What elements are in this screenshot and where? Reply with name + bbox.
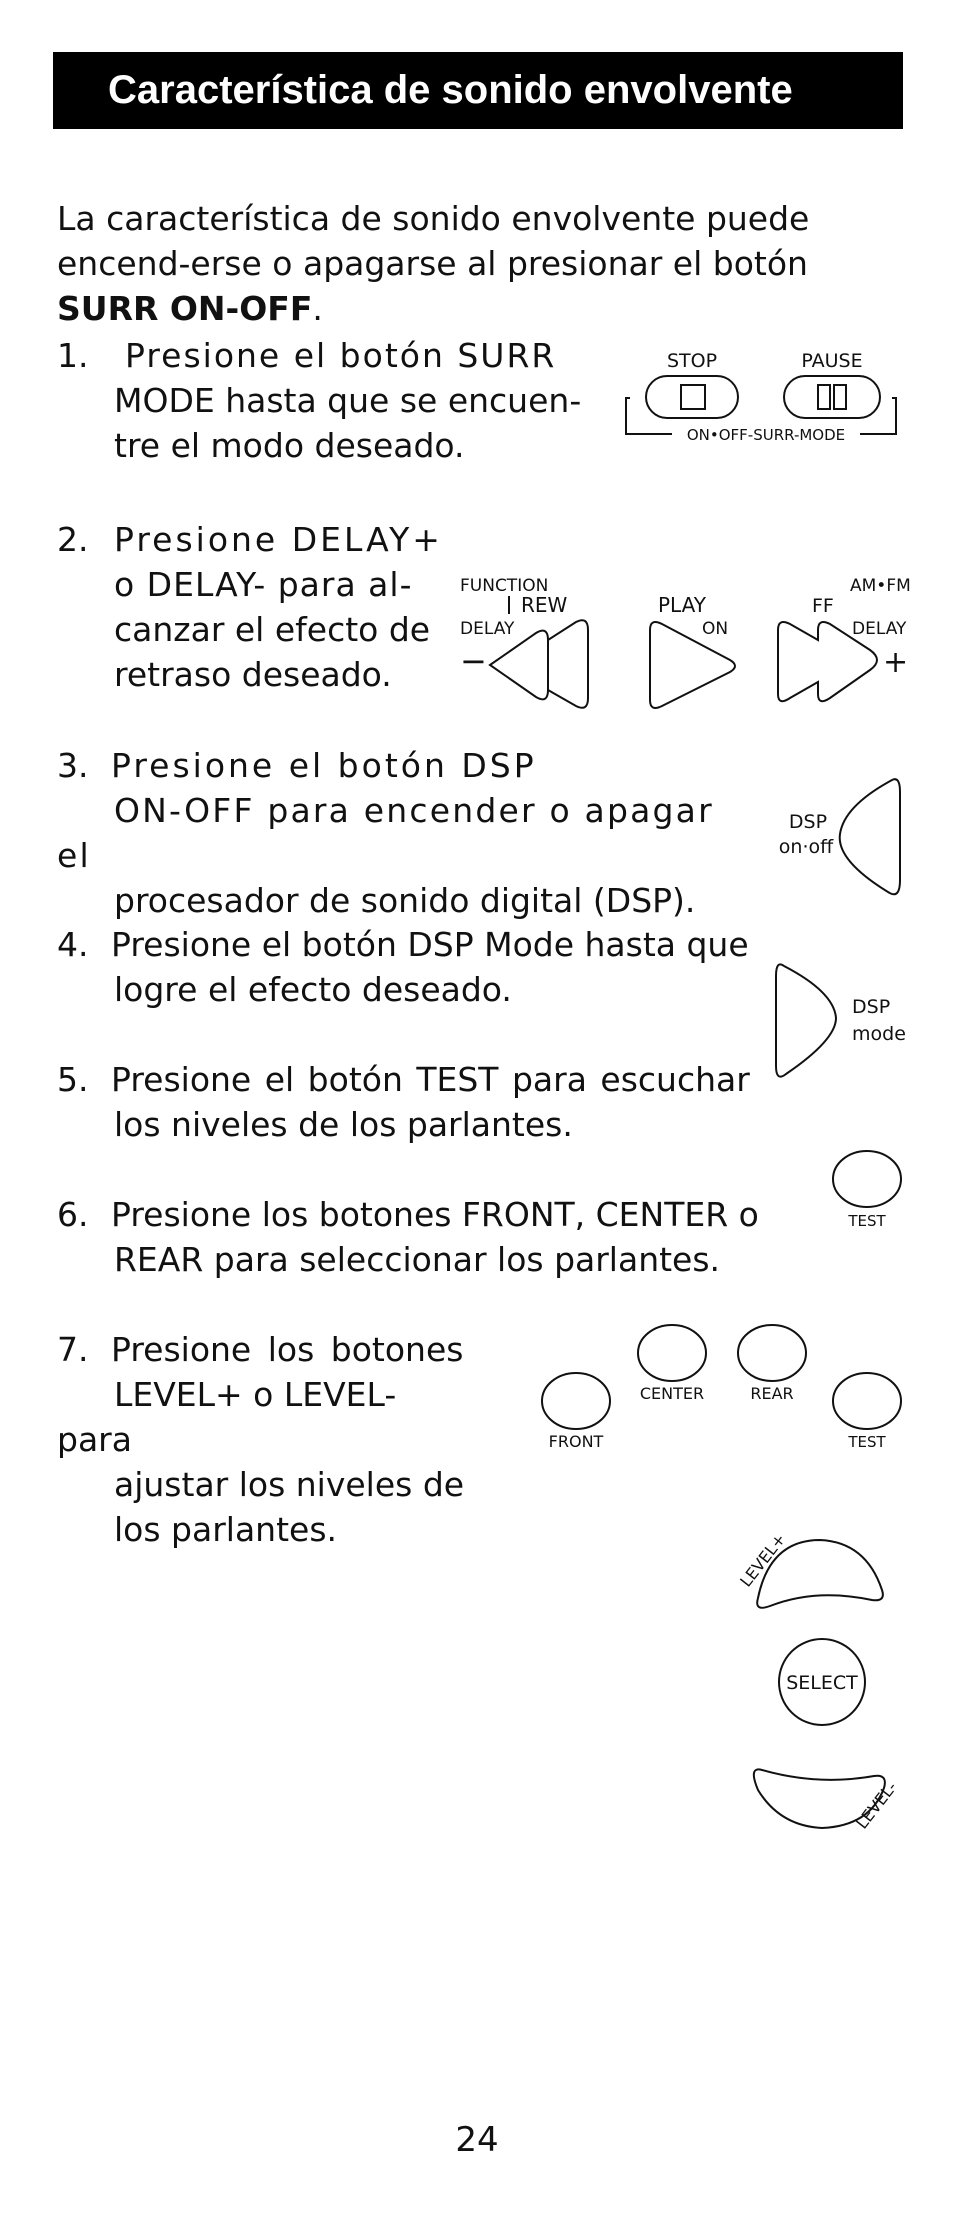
dsp-mode-label: mode xyxy=(852,1023,906,1045)
level-plus-label: LEVEL+ xyxy=(736,1529,790,1591)
stop-button[interactable] xyxy=(646,376,738,418)
step-line: los niveles de los parlantes. xyxy=(114,1105,573,1144)
section-title: Característica de sonido envolvente xyxy=(53,52,903,129)
plus-label: + xyxy=(883,645,909,680)
step-line: Presione los botones FRONT, CENTER o xyxy=(111,1195,759,1234)
page-number: 24 xyxy=(455,2120,499,2160)
rear-button[interactable] xyxy=(738,1325,806,1381)
test-button[interactable] xyxy=(833,1151,901,1207)
step-number: 1. xyxy=(57,336,89,375)
pause-button[interactable] xyxy=(784,376,880,418)
step-line: canzar el efecto de xyxy=(114,610,431,649)
dsp-onoff-label: on·off xyxy=(778,836,834,858)
front-button[interactable] xyxy=(542,1373,610,1429)
step-line: Presione DELAY+ xyxy=(114,520,443,559)
intro-text: La característica de sonido envolvente puede encend-erse o apagarse al presionar el botón xyxy=(57,199,810,283)
dsp-onoff-button[interactable] xyxy=(840,779,900,894)
step-line: Presione los botones xyxy=(111,1330,464,1369)
dsp-label: DSP xyxy=(788,811,828,833)
stop-label: STOP xyxy=(666,350,718,372)
function-label: FUNCTION xyxy=(460,576,549,596)
step-line: logre el efecto deseado. xyxy=(114,970,512,1009)
step-line: tre el modo deseado. xyxy=(114,426,465,465)
select-label: SELECT xyxy=(786,1672,858,1694)
step-line: Presione el botón DSP Mode hasta que xyxy=(111,925,749,964)
surr-bracket-left xyxy=(626,398,672,434)
intro-bold: SURR ON-OFF xyxy=(57,289,313,328)
step-line: LEVEL+ o LEVEL- para xyxy=(57,1375,397,1459)
pause-label: PAUSE xyxy=(801,350,863,372)
step-number: 7. xyxy=(57,1330,89,1369)
amfm-label: AM•FM xyxy=(850,576,911,596)
dsp-mode-dsp-label: DSP xyxy=(852,996,891,1018)
step-line: procesador de sonido digital (DSP). xyxy=(114,881,696,920)
surr-caption: ON•OFF-SURR-MODE xyxy=(686,426,846,444)
step-line: retraso deseado. xyxy=(114,655,392,694)
step-line: ajustar los niveles de xyxy=(114,1465,465,1504)
rear-label: REAR xyxy=(750,1384,794,1403)
center-button[interactable] xyxy=(638,1325,706,1381)
pause-icon xyxy=(818,385,846,409)
delay-left-label: DELAY xyxy=(460,619,515,639)
step-line: ON-OFF para encender o apagar el xyxy=(57,791,714,875)
step-line: MODE hasta que se encuen- xyxy=(114,381,582,420)
stop-icon xyxy=(681,385,705,409)
step-number: 6. xyxy=(57,1195,89,1234)
dsp-mode-button[interactable] xyxy=(776,964,836,1076)
front-label: FRONT xyxy=(548,1432,604,1451)
level-minus-label: LEVEL- xyxy=(852,1777,901,1833)
delay-right-label: DELAY xyxy=(852,619,907,639)
surr-bracket-right xyxy=(860,398,896,434)
minus-label: − xyxy=(460,642,487,680)
play-label: PLAY xyxy=(658,593,707,617)
step-line: Presione el botón DSP xyxy=(111,746,537,785)
step-number: 3. xyxy=(57,746,89,785)
step-number: 5. xyxy=(57,1060,89,1099)
on-label: ON xyxy=(702,619,729,639)
step-line: los parlantes. xyxy=(114,1510,338,1549)
test-label: TEST xyxy=(848,1212,886,1230)
center-label: CENTER xyxy=(639,1384,705,1403)
step-line: Presione el botón SURR xyxy=(125,336,557,375)
step-line: Presione el botón TEST para escuchar xyxy=(111,1060,750,1099)
step-line: o DELAY- para al- xyxy=(114,565,413,604)
rew-label: REW xyxy=(521,593,568,617)
intro-end: . xyxy=(312,289,323,328)
ff-label: FF xyxy=(812,595,834,617)
test-label-2: TEST xyxy=(848,1433,886,1451)
step-number: 4. xyxy=(57,925,89,964)
step-line: REAR para seleccionar los parlantes. xyxy=(114,1240,721,1279)
test-button-2[interactable] xyxy=(833,1373,901,1429)
step-number: 2. xyxy=(57,520,89,559)
